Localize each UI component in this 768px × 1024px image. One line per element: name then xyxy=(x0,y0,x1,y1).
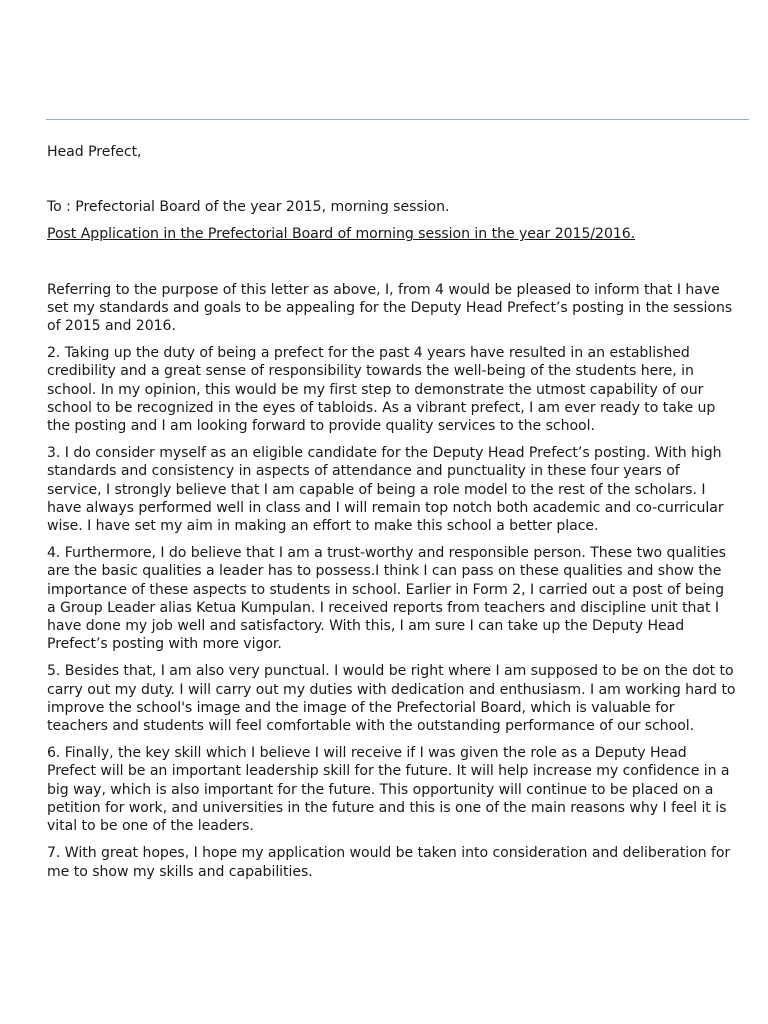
paragraph-2: 2. Taking up the duty of being a prefect for the past 4 years have resulted in an established credibility and a great sense of responsibility towards the well-being of the students here, in school. In my opinion, this would be my first step to demonstrate the utmost capability of our school to be recognized in the eyes of tabloids. As a vibrant prefect, I am ever ready to take up the posting and I am looking forward to provide quality services to the school. xyxy=(47,345,716,435)
paragraph-5: 5. Besides that, I am also very punctual. I would be right where I am supposed to be on the dot to carry out my duty. I will carry out my duties with dedication and enthusiasm. I am working hard to improve the school's image and the image of the Prefectorial Board, which is valuable for teachers and students will feel comfortable with the outstanding performance of our school. xyxy=(47,663,736,735)
paragraph-4: 4. Furthermore, I do believe that I am a trust-worthy and responsible person. These two qualities are the basic qualities a leader has to possess.I think I can pass on these qualities and show the importance of these aspects to students in school. Earlier in Form 2, I carried out a post of being a Group Leader alias Ketua Kumpulan. I received reports from teachers and discipline unit that I have done my job well and satisfactory. With this, I am sure I can take up the Deputy Head Prefect’s posting with more vigor. xyxy=(47,545,726,653)
paragraph-3: 3. I do consider myself as an eligible candidate for the Deputy Head Prefect’s posting. With high standards and consistency in aspects of attendance and punctuality in these four years of service, I strongly believe that I am capable of being a role model to the rest of the scholars. I have always performed well in class and I will remain top notch both academic and co-curricular wise. I have set my aim in making an effort to make this school a better place. xyxy=(47,445,724,535)
recipient-line: To : Prefectorial Board of the year 2015, morning session. xyxy=(47,199,450,216)
paragraph-intro: Referring to the purpose of this letter as above, I, from 4 would be pleased to inform that I have set my standards and goals to be appealing for the Deputy Head Prefect’s posting in the sessions of 2015 and 2016. xyxy=(47,281,733,335)
paragraph-6: 6. Finally, the key skill which I believe I will receive if I was given the role as a Deputy Head Prefect will be an important leadership skill for the future. It will help increase my confidence in a big way, which is also important for the future. This opportunity will continue to be placed on a petition for work, and universities in the future and this is one of the main reasons why I feel it is vital to be one of the leaders. xyxy=(47,745,730,835)
salutation: Head Prefect, xyxy=(47,144,142,160)
letter-body xyxy=(47,143,737,890)
subject-line: Post Application in the Prefectorial Board of morning session in the year 2015/2016. xyxy=(47,226,636,243)
header-divider xyxy=(46,119,749,120)
paragraph-7: 7. With great hopes, I hope my application would be taken into consideration and deliberation for me to show my skills and capabilities. xyxy=(47,845,731,880)
